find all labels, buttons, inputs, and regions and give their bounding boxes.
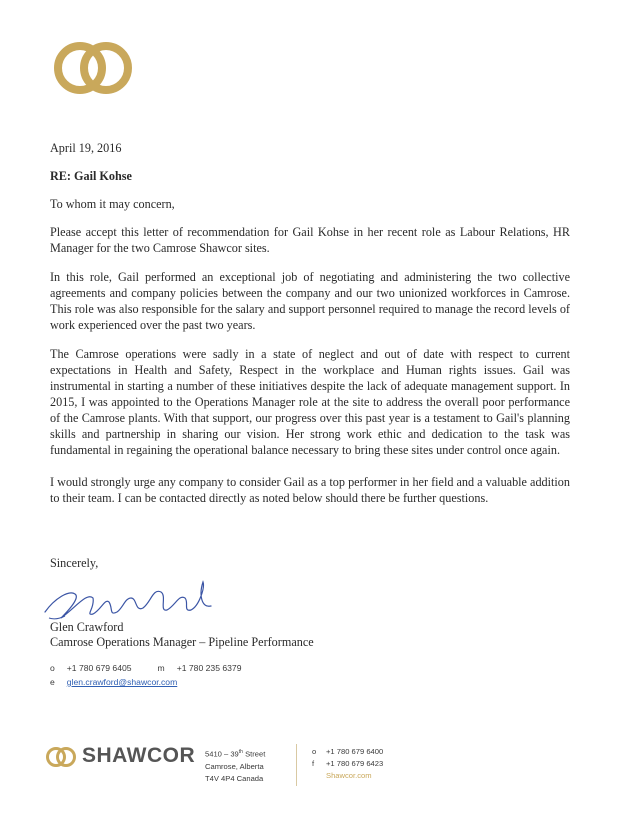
- email-label: e: [50, 677, 55, 687]
- email-link[interactable]: glen.crawford@shawcor.com: [66, 677, 178, 687]
- office-label: o: [50, 663, 55, 673]
- signer-phone-row: [50, 663, 241, 673]
- office-phone: +1 780 679 6405: [66, 663, 132, 673]
- company-website-link[interactable]: Shawcor.com: [326, 771, 372, 780]
- signer-title: Camrose Operations Manager – Pipeline Performance: [50, 635, 314, 649]
- company-office-row: o +1 780 679 6400: [312, 747, 384, 756]
- letter-subject: RE: Gail Kohse: [50, 169, 132, 183]
- shawcor-footer-logo-icon: [44, 746, 78, 768]
- closing: Sincerely,: [50, 556, 99, 570]
- mobile-label: m: [157, 663, 165, 673]
- company-fax-row: f +1 780 679 6423: [312, 759, 384, 768]
- signer-name: Glen Crawford: [50, 620, 124, 634]
- shawcor-logo-icon: [50, 40, 136, 96]
- company-fax: +1 780 679 6423: [326, 759, 384, 768]
- paragraph-2: In this role, Gail performed an exceptional job of negotiating and administering the two collective agreements and company policies between the company and our two unionized workforces in Camrose. This role was also responsible for the salary and support personnel required to manage the record levels of work experienced over the past two years.: [50, 270, 570, 332]
- address-line-2: Camrose, Alberta: [205, 761, 264, 771]
- paragraph-4: I would strongly urge any company to consider Gail as a top performer in her field and a valuable addition to their team. I can be contacted directly as noted below should there be further questions.: [50, 475, 570, 505]
- address-line-1: 5410 – 39th Street: [205, 749, 266, 759]
- brand-name: SHAWCOR: [82, 744, 196, 767]
- signer-email-row: [50, 677, 177, 687]
- letter-date: April 19, 2016: [50, 141, 122, 155]
- footer-divider: [296, 744, 297, 786]
- paragraph-1: Please accept this letter of recommendation for Gail Kohse in her recent role as Labour Relations, HR Manager for the two Camrose Shawcor sites.: [50, 225, 570, 255]
- salutation: To whom it may concern,: [50, 197, 175, 211]
- company-office-phone: +1 780 679 6400: [326, 747, 384, 756]
- paragraph-3: The Camrose operations were sadly in a state of neglect and out of date with respect to current expectations in Health and Safety, Respect in the workplace and Human rights issues. Gail was instrumental in starting a number of these initiatives despite the lack of adequate management support. In 2015, I was appointed to the Operations Manager role at the site to address the overall poor performance of the Camrose plants. With that support, our progress over this past year is a testament to Gail's planning skills and partnership in sharing our vision. Her strong work ethic and dedication to the task was fundamental in regaining the operational balance necessary to bring these sites under control once again.: [50, 347, 570, 457]
- mobile-phone: +1 780 235 6379: [176, 663, 242, 673]
- address-line-3: T4V 4P4 Canada: [205, 773, 264, 783]
- company-contact: [312, 746, 383, 782]
- company-address: [205, 746, 265, 785]
